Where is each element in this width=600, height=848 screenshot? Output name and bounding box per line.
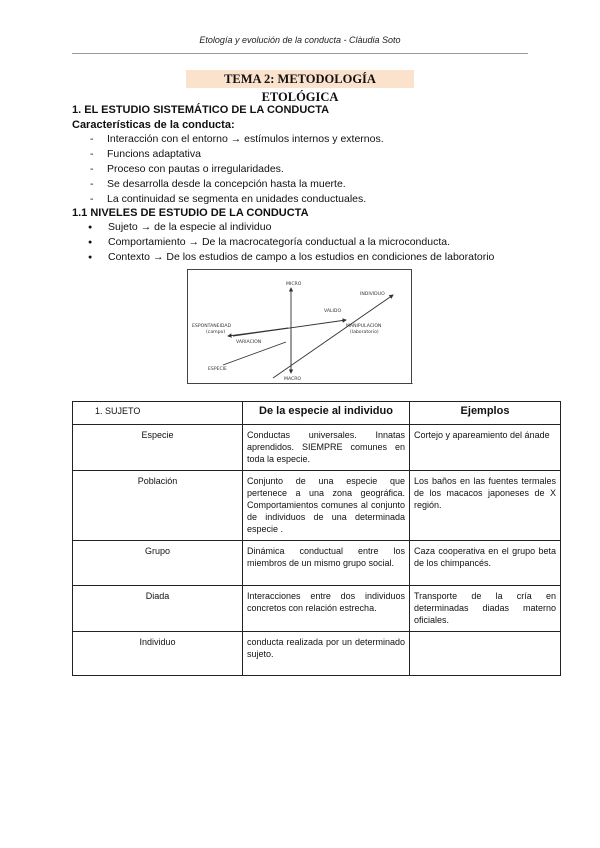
table-header-cell: 1. SUJETO xyxy=(73,402,243,425)
section-1-1-heading: 1.1 NIVELES DE ESTUDIO DE LA CONDUCTA xyxy=(72,207,309,219)
label-laboratorio: (laboratorio) xyxy=(350,330,379,335)
table-row xyxy=(73,632,561,676)
table-cell-description: Conjunto de una especie que pertenece a una zona geográfica. Comportamientos comunes al conjunto de individuos de una determinada especie . xyxy=(243,471,410,541)
header-divider xyxy=(72,53,528,54)
list-item: - Se desarrolla desde la concepción hasta la muerte. xyxy=(72,177,384,192)
label-especie: ESPECIE xyxy=(208,367,227,372)
table-header-cell: De la especie al individuo xyxy=(243,402,410,425)
table-row xyxy=(73,586,561,632)
list-item: ● Sujeto → de la especie al individuo xyxy=(72,220,494,235)
label-manipulacion: MANIPULACION xyxy=(346,324,382,329)
label-micro: MICRO xyxy=(286,282,302,287)
table-cell-example xyxy=(410,632,561,676)
characteristics-list xyxy=(72,132,384,207)
label-campo: (campo) xyxy=(206,330,226,335)
table-cell-description: conducta realizada por un determinado sujeto. xyxy=(243,632,410,676)
list-item: - Funcions adaptativa xyxy=(72,147,384,162)
list-item: ● Contexto → De los estudios de campo a los estudios en condiciones de laboratorio xyxy=(72,250,494,265)
table-cell-level: Diada xyxy=(73,586,243,632)
subject-axis xyxy=(223,342,286,365)
table-cell-description: Interacciones entre dos individuos concretos con relación estrecha. xyxy=(243,586,410,632)
table-header-cell: Ejemplos xyxy=(410,402,561,425)
levels-list xyxy=(72,220,494,265)
label-macro: MACRO xyxy=(284,377,302,382)
page-header: Etología y evolución de la conducta - Clàudia Soto xyxy=(199,35,401,45)
table-cell-example: Los baños en las fuentes termales de los macacos japoneses de X región. xyxy=(410,471,561,541)
table-cell-example: Transporte de la cría en determinadas diadas materno oficiales. xyxy=(410,586,561,632)
table-row xyxy=(73,425,561,471)
table-header-row xyxy=(73,402,561,425)
table-cell-description: Conductas universales. Innatas aprendidos. SIEMPRE comunes en toda la especie. xyxy=(243,425,410,471)
label-espontaneidad: ESPONTANEIDAD xyxy=(192,324,232,329)
table-cell-level: Población xyxy=(73,471,243,541)
levels-diagram-svg xyxy=(188,270,411,383)
subject-levels-table xyxy=(72,401,561,676)
list-item: - Interacción con el entorno → estímulos internos y externos. xyxy=(72,132,384,147)
levels-diagram xyxy=(187,269,412,384)
section-1-subheading: Características de la conducta: xyxy=(72,119,235,131)
table-cell-description: Dinámica conductual entre los miembros de un mismo grupo social. xyxy=(243,541,410,586)
section-1-heading: 1. EL ESTUDIO SISTEMÁTICO DE LA CONDUCTA xyxy=(72,104,330,116)
label-individuo: INDIVIDUO xyxy=(360,292,385,297)
table-cell-level: Especie xyxy=(73,425,243,471)
label-variacion: VARIACION xyxy=(236,340,262,345)
list-item: ● Comportamiento → De la macrocategoría conductual a la microconducta. xyxy=(72,235,494,250)
context-axis-left xyxy=(228,328,288,336)
table-row xyxy=(73,541,561,586)
table-cell-level: Individuo xyxy=(73,632,243,676)
table-cell-example: Cortejo y apareamiento del ánade xyxy=(410,425,561,471)
table-cell-example: Caza cooperativa en el grupo beta de los chimpancés. xyxy=(410,541,561,586)
figure-trailing-mark: . xyxy=(411,377,414,386)
table-row xyxy=(73,471,561,541)
list-item: - La continuidad se segmenta en unidades conductuales. xyxy=(72,192,384,207)
table-cell-level: Grupo xyxy=(73,541,243,586)
page-title: TEMA 2: METODOLOGÍA ETOLÓGICA xyxy=(186,70,414,88)
label-valido: VALIDO xyxy=(324,309,342,314)
list-item: - Proceso con pautas o irregularidades. xyxy=(72,162,384,177)
context-axis xyxy=(233,320,346,336)
